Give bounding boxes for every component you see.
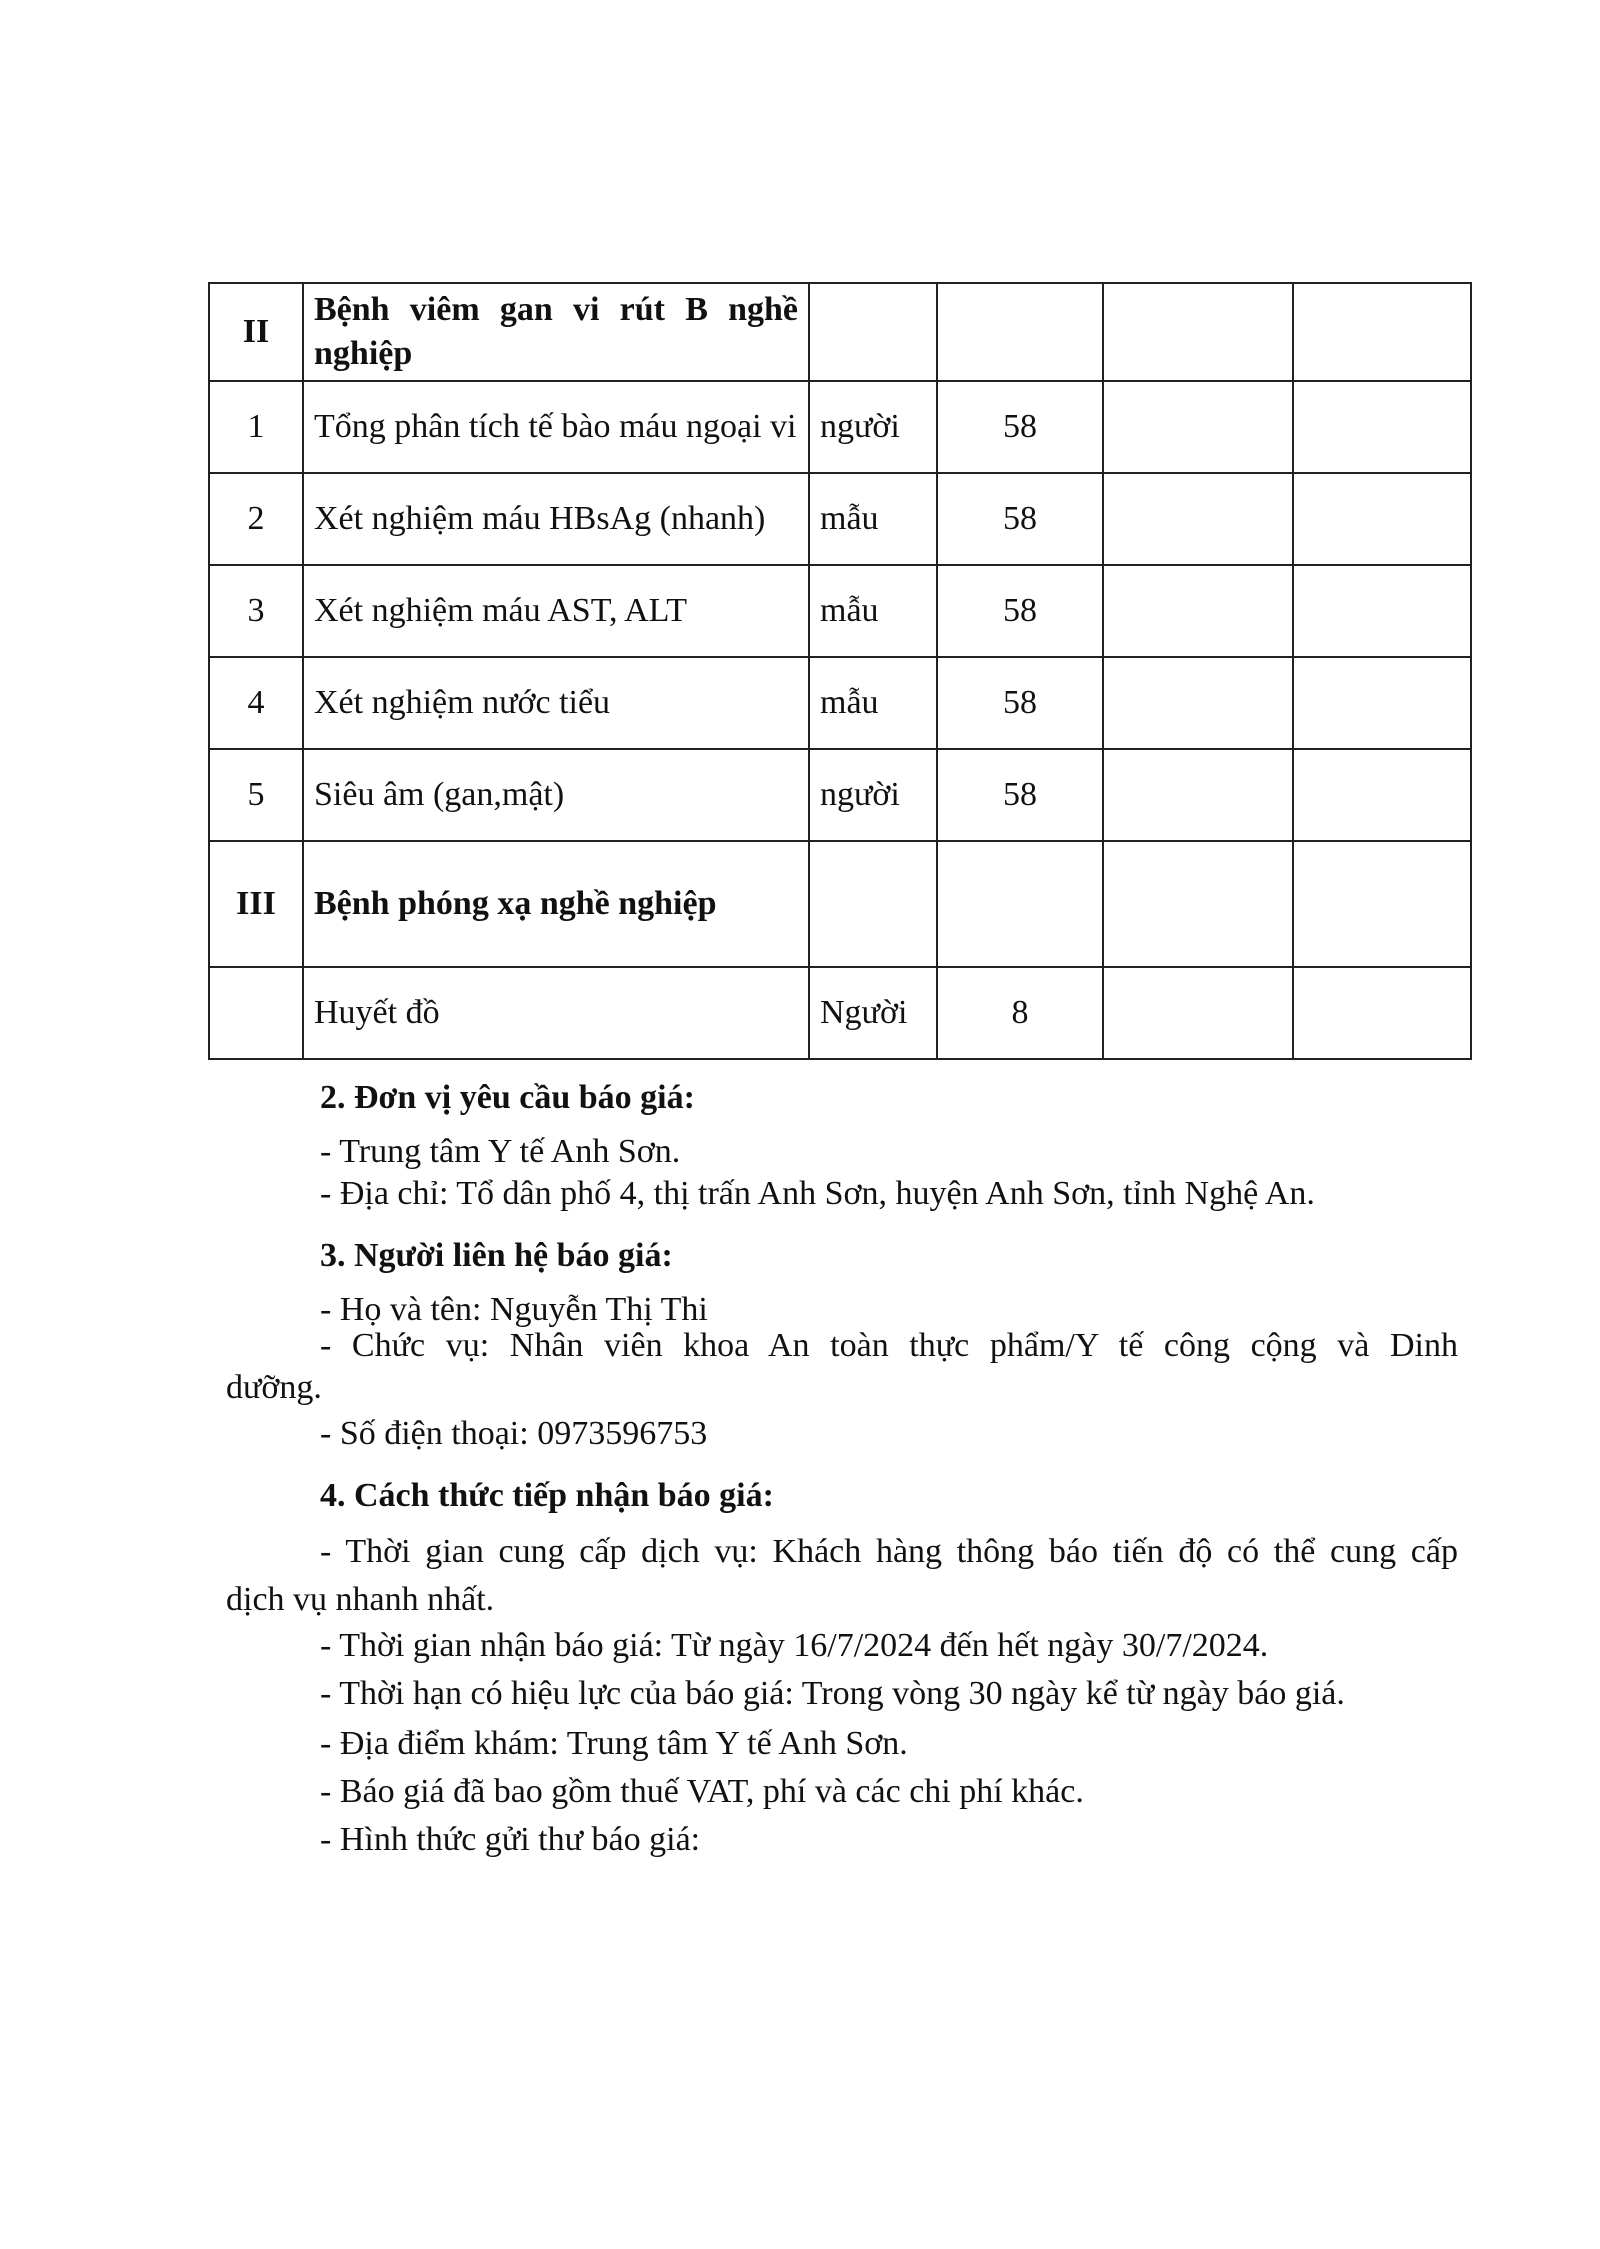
row-name: Tổng phân tích tế bào máu ngoại vi <box>303 381 809 473</box>
row-unit: mẫu <box>809 657 937 749</box>
row-unit: Người <box>809 967 937 1059</box>
requesting-unit: - Trung tâm Y tế Anh Sơn. <box>320 1133 681 1170</box>
row-qty: 58 <box>937 381 1103 473</box>
quote-receive-time: - Thời gian nhận báo giá: Từ ngày 16/7/2024 đến hết ngày 30/7/2024. <box>320 1627 1269 1664</box>
row-name: Xét nghiệm máu HBsAg (nhanh) <box>303 473 809 565</box>
contact-position-cont: dưỡng. <box>226 1369 322 1406</box>
row-name: Huyết đồ <box>303 967 809 1059</box>
body-text <box>226 0 1458 2249</box>
row-unit: người <box>809 381 937 473</box>
row-number: 2 <box>209 473 303 565</box>
row-qty: 58 <box>937 565 1103 657</box>
section-3-heading: 3. Người liên hệ báo giá: <box>320 1237 673 1274</box>
section-2-heading: 2. Đơn vị yêu cầu báo giá: <box>320 1079 695 1116</box>
service-time: - Thời gian cung cấp dịch vụ: Khách hàng thông báo tiến độ có thể cung cấp <box>320 1533 1458 1570</box>
row-number: 5 <box>209 749 303 841</box>
row-number: 3 <box>209 565 303 657</box>
row-name: Xét nghiệm máu AST, ALT <box>303 565 809 657</box>
row-number: 4 <box>209 657 303 749</box>
row-name: Bệnh phóng xạ nghề nghiệp <box>303 841 809 967</box>
row-unit: mẫu <box>809 565 937 657</box>
service-time-cont: dịch vụ nhanh nhất. <box>226 1581 495 1618</box>
contact-position: - Chức vụ: Nhân viên khoa An toàn thực phẩm/Y tế công cộng và Dinh <box>320 1327 1458 1364</box>
contact-name: - Họ và tên: Nguyễn Thị Thi <box>320 1291 708 1328</box>
section-4-heading: 4. Cách thức tiếp nhận báo giá: <box>320 1477 774 1514</box>
row-qty: 58 <box>937 473 1103 565</box>
row-qty: 58 <box>937 657 1103 749</box>
row-name: Siêu âm (gan,mật) <box>303 749 809 841</box>
row-qty: 8 <box>937 967 1103 1059</box>
row-name: Bệnh viêm gan vi rút B nghề nghiệp <box>303 283 809 381</box>
row-unit: mẫu <box>809 473 937 565</box>
row-number: II <box>209 283 303 381</box>
contact-phone: - Số điện thoại: 0973596753 <box>320 1415 708 1452</box>
row-name: Xét nghiệm nước tiểu <box>303 657 809 749</box>
send-method: - Hình thức gửi thư báo giá: <box>320 1821 701 1858</box>
row-qty: 58 <box>937 749 1103 841</box>
row-unit: người <box>809 749 937 841</box>
row-number: 1 <box>209 381 303 473</box>
exam-location: - Địa điểm khám: Trung tâm Y tế Anh Sơn. <box>320 1725 908 1762</box>
requesting-unit-address: - Địa chỉ: Tổ dân phố 4, thị trấn Anh Sơn, huyện Anh Sơn, tỉnh Nghệ An. <box>320 1175 1315 1212</box>
row-number: III <box>209 841 303 967</box>
vat-note: - Báo giá đã bao gồm thuế VAT, phí và các chi phí khác. <box>320 1773 1084 1810</box>
quote-validity: - Thời hạn có hiệu lực của báo giá: Trong vòng 30 ngày kể từ ngày báo giá. <box>320 1675 1345 1712</box>
